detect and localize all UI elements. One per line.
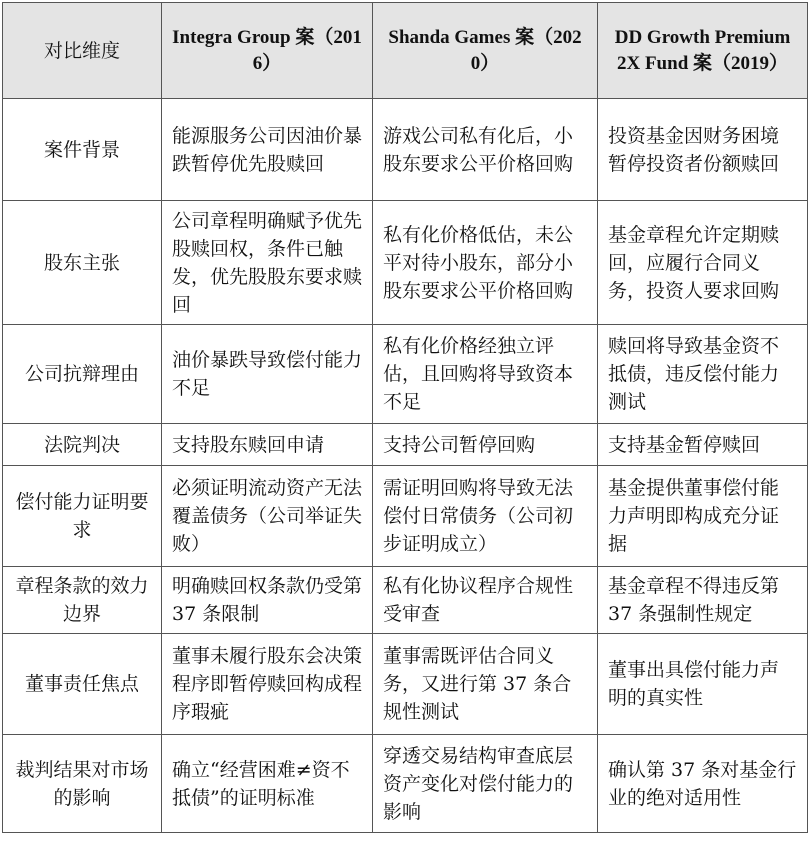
cell-dd-growth: 确认第 37 条对基金行业的绝对适用性 <box>598 735 808 833</box>
cell-shanda: 私有化价格低估，未公平对待小股东，部分小股东要求公平价格回购 <box>373 201 598 325</box>
row-dimension: 裁判结果对市场的影响 <box>3 735 162 833</box>
cell-dd-growth: 支持基金暂停赎回 <box>598 424 808 466</box>
table-row <box>3 567 808 634</box>
cell-shanda: 游戏公司私有化后，小股东要求公平价格回购 <box>373 99 598 201</box>
cell-integra: 确立“经营困难≠资不抵债”的证明标准 <box>162 735 373 833</box>
cell-dd-growth: 基金章程允许定期赎回，应履行合同义务，投资人要求回购 <box>598 201 808 325</box>
table-row <box>3 466 808 567</box>
header-row <box>3 3 808 99</box>
row-dimension: 董事责任焦点 <box>3 634 162 735</box>
cell-integra: 必须证明流动资产无法覆盖债务（公司举证失败） <box>162 466 373 567</box>
cell-shanda: 私有化价格经独立评估，且回购将导致资本不足 <box>373 325 598 424</box>
cell-integra: 支持股东赎回申请 <box>162 424 373 466</box>
cell-dd-growth: 董事出具偿付能力声明的真实性 <box>598 634 808 735</box>
cell-shanda: 穿透交易结构审查底层资产变化对偿付能力的影响 <box>373 735 598 833</box>
row-dimension: 偿付能力证明要求 <box>3 466 162 567</box>
cell-dd-growth: 赎回将导致基金资不抵债，违反偿付能力测试 <box>598 325 808 424</box>
cell-shanda: 支持公司暂停回购 <box>373 424 598 466</box>
header-case-integra: Integra Group 案（2016） <box>162 3 373 99</box>
cell-dd-growth: 投资基金因财务困境暂停投资者份额赎回 <box>598 99 808 201</box>
header-dimension: 对比维度 <box>3 3 162 99</box>
row-dimension: 案件背景 <box>3 99 162 201</box>
header-case-shanda: Shanda Games 案（2020） <box>373 3 598 99</box>
header-case-dd-growth: DD Growth Premium 2X Fund 案（2019） <box>598 3 808 99</box>
row-dimension: 法院判决 <box>3 424 162 466</box>
table-row <box>3 201 808 325</box>
cell-shanda: 董事需既评估合同义务，又进行第 37 条合规性测试 <box>373 634 598 735</box>
cell-integra: 公司章程明确赋予优先股赎回权，条件已触发，优先股股东要求赎回 <box>162 201 373 325</box>
table-row <box>3 424 808 466</box>
table-row <box>3 99 808 201</box>
cell-dd-growth: 基金章程不得违反第 37 条强制性规定 <box>598 567 808 634</box>
row-dimension: 章程条款的效力边界 <box>3 567 162 634</box>
table-row <box>3 634 808 735</box>
cell-shanda: 需证明回购将导致无法偿付日常债务（公司初步证明成立） <box>373 466 598 567</box>
cell-integra: 明确赎回权条款仍受第 37 条限制 <box>162 567 373 634</box>
row-dimension: 公司抗辩理由 <box>3 325 162 424</box>
cell-shanda: 私有化协议程序合规性受审查 <box>373 567 598 634</box>
table-row <box>3 325 808 424</box>
cell-integra: 能源服务公司因油价暴跌暂停优先股赎回 <box>162 99 373 201</box>
row-dimension: 股东主张 <box>3 201 162 325</box>
table-row <box>3 735 808 833</box>
cell-dd-growth: 基金提供董事偿付能力声明即构成充分证据 <box>598 466 808 567</box>
cell-integra: 董事未履行股东会决策程序即暂停赎回构成程序瑕疵 <box>162 634 373 735</box>
comparison-table <box>2 2 808 833</box>
cell-integra: 油价暴跌导致偿付能力不足 <box>162 325 373 424</box>
